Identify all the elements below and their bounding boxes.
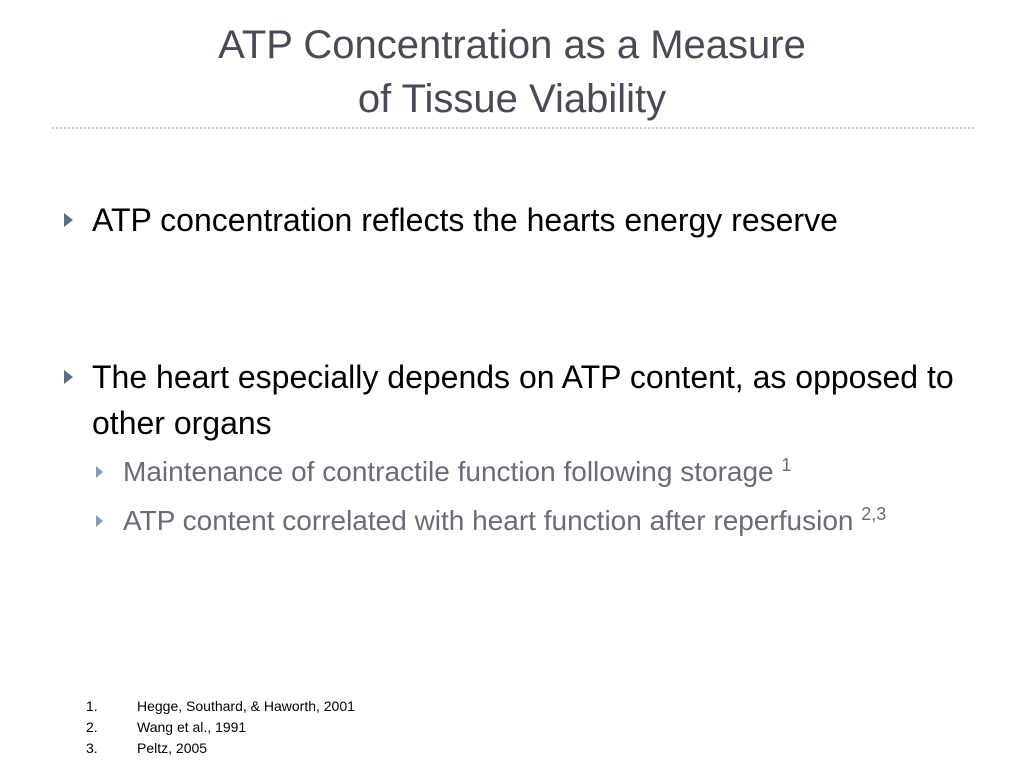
title-line-2: of Tissue Viability bbox=[357, 77, 667, 121]
reference-text: Peltz, 2005 bbox=[137, 740, 208, 756]
citation-superscript: 1 bbox=[781, 455, 792, 475]
title-divider bbox=[52, 127, 974, 129]
sub-bullet-1 bbox=[123, 452, 953, 492]
bullet-arrow-icon bbox=[64, 213, 73, 227]
reference-text: Wang et al., 1991 bbox=[137, 719, 247, 735]
reference-number: 2. bbox=[86, 719, 98, 735]
slide-title bbox=[0, 18, 1024, 126]
title-line-1: ATP Concentration as a Measure bbox=[218, 23, 806, 67]
references-list bbox=[86, 696, 355, 759]
reference-item bbox=[86, 717, 355, 738]
sub-bullet-2 bbox=[123, 501, 953, 541]
reference-text: Hegge, Southard, & Haworth, 2001 bbox=[137, 698, 355, 714]
citation-superscript: 2,3 bbox=[861, 504, 887, 524]
bullet-arrow-icon bbox=[64, 370, 73, 384]
reference-item bbox=[86, 738, 355, 759]
sub-bullet-arrow-icon bbox=[96, 515, 103, 527]
reference-item bbox=[86, 696, 355, 717]
reference-number: 1. bbox=[86, 698, 98, 714]
sub-bullet-arrow-icon bbox=[96, 466, 103, 478]
bullet-1: ATP concentration reflects the hearts energy reserve bbox=[92, 202, 838, 238]
sub-bullet-2-text: ATP content correlated with heart function after reperfusion bbox=[123, 505, 854, 536]
bullet-2: The heart especially depends on ATP content, as opposed to other organs bbox=[92, 359, 954, 441]
reference-number: 3. bbox=[86, 740, 98, 756]
sub-bullet-1-text: Maintenance of contractile function following storage bbox=[123, 456, 774, 487]
